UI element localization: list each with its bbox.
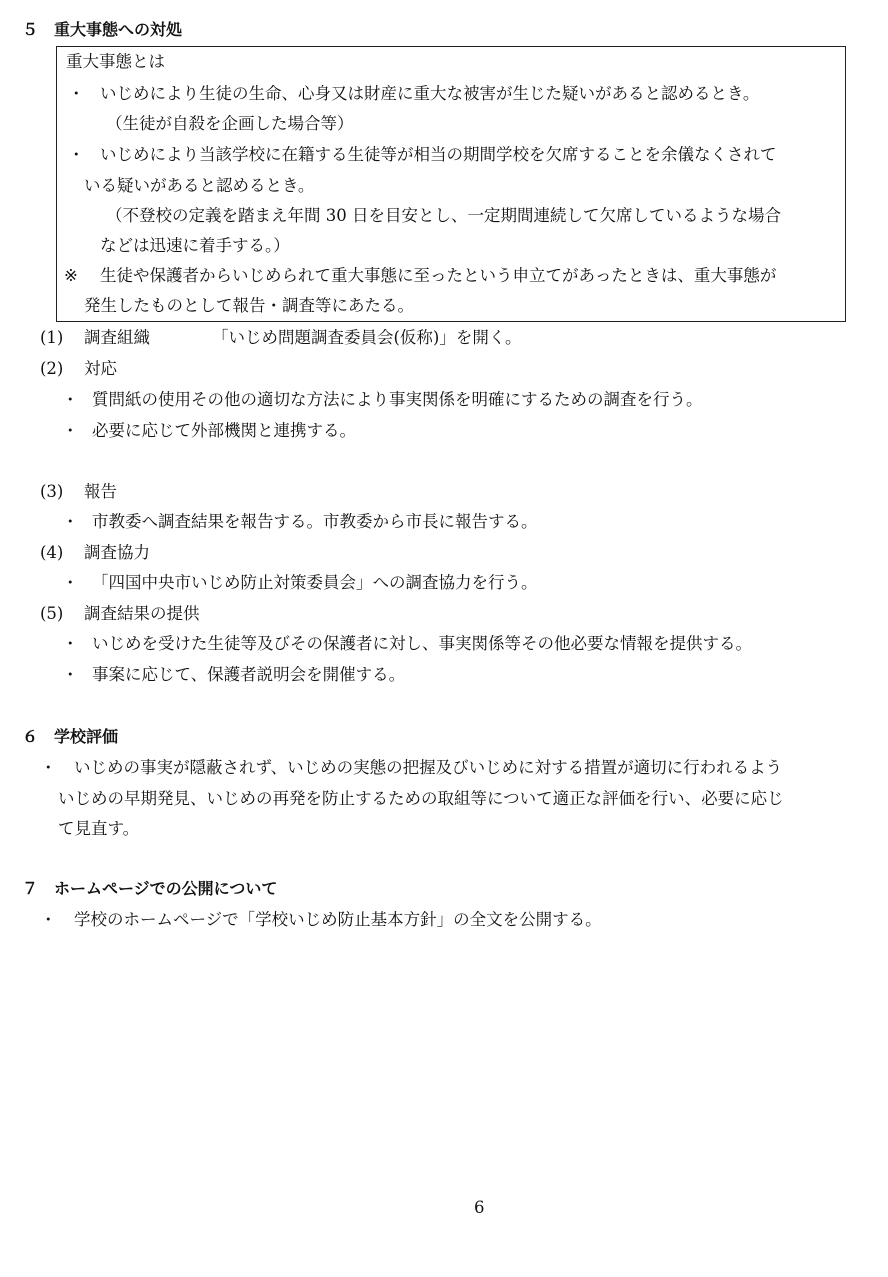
bullet: ・ bbox=[62, 512, 79, 531]
sub-3-label: 報告 bbox=[84, 482, 117, 501]
sub-4-label: 調査協力 bbox=[84, 543, 150, 562]
bullet: ・ bbox=[40, 758, 57, 777]
sub-2-number: (2) bbox=[40, 359, 64, 378]
section-6-heading: ６ 学校評価 bbox=[22, 727, 119, 746]
sub-2-item-1: 質問紙の使用その他の適切な方法により事実関係を明確にするための調査を行う。 bbox=[92, 390, 703, 409]
sub-5-item-2: 事案に応じて、保護者説明会を開催する。 bbox=[92, 665, 406, 684]
sub-2-label: 対応 bbox=[84, 359, 117, 378]
bullet: ・ bbox=[62, 390, 79, 409]
bullet: ・ bbox=[62, 634, 79, 653]
sub-3-number: (3) bbox=[40, 482, 64, 501]
box-item-2-line-2: いる疑いがあると認めるとき。 bbox=[84, 176, 315, 195]
sub-4-item-1: 「四国中央市いじめ防止対策委員会」への調査協力を行う。 bbox=[92, 573, 538, 592]
bullet: ・ bbox=[68, 145, 85, 164]
section-6-line-3: て見直す。 bbox=[58, 819, 140, 838]
sub-4-number: (4) bbox=[40, 543, 64, 562]
sub-5-label: 調査結果の提供 bbox=[84, 604, 200, 623]
box-item-2-line-1: いじめにより当該学校に在籍する生徒等が相当の期間学校を欠席することを余儀なくされて bbox=[100, 145, 777, 164]
sub-5-number: (5) bbox=[40, 604, 64, 623]
bullet: ・ bbox=[62, 573, 79, 592]
box-item-2-line-3: （不登校の定義を踏まえ年間 30 日を目安とし、一定期間連続して欠席しているような場合 bbox=[106, 206, 781, 225]
sub-5-item-1: いじめを受けた生徒等及びその保護者に対し、事実関係等その他必要な情報を提供する。 bbox=[92, 634, 752, 653]
section-5-heading: ５ 重大事態への対処 bbox=[22, 20, 183, 39]
box-note-line-1: 生徒や保護者からいじめられて重大事態に至ったという申立てがあったときは、重大事態が bbox=[100, 266, 777, 285]
bullet: ・ bbox=[68, 84, 85, 103]
section-7-heading: ７ ホームページでの公開について bbox=[22, 879, 278, 898]
bullet: ・ bbox=[62, 665, 79, 684]
box-item-2-line-4: などは迅速に着手する。） bbox=[100, 236, 290, 255]
sub-2-item-2: 必要に応じて外部機関と連携する。 bbox=[92, 421, 356, 440]
box-item-1-line-1: いじめにより生徒の生命、心身又は財産に重大な被害が生じた疑いがあると認めるとき。 bbox=[100, 84, 760, 103]
note-mark: ※ bbox=[64, 266, 78, 285]
box-title: 重大事態とは bbox=[66, 52, 165, 71]
sub-1-label: 調査組織 bbox=[84, 328, 150, 347]
sub-1-text: 「いじめ問題調査委員会(仮称)」を開く。 bbox=[212, 328, 522, 347]
box-item-1-line-2: （生徒が自殺を企画した場合等） bbox=[106, 114, 354, 133]
bullet: ・ bbox=[40, 910, 57, 929]
sub-3-item-1: 市教委へ調査結果を報告する。市教委から市長に報告する。 bbox=[92, 512, 538, 531]
sub-1-number: (1) bbox=[40, 328, 64, 347]
section-6-line-2: いじめの早期発見、いじめの再発を防止するための取組等について適正な評価を行い、必要に応じ bbox=[58, 789, 784, 808]
section-6-line-1: いじめの事実が隠蔽されず、いじめの実態の把握及びいじめに対する措置が適切に行われるよう bbox=[74, 758, 783, 777]
bullet: ・ bbox=[62, 421, 79, 440]
box-note-line-2: 発生したものとして報告・調査等にあたる。 bbox=[84, 296, 414, 315]
page-number: 6 bbox=[474, 1198, 485, 1217]
section-7-line-1: 学校のホームページで「学校いじめ防止基本方針」の全文を公開する。 bbox=[74, 910, 602, 929]
